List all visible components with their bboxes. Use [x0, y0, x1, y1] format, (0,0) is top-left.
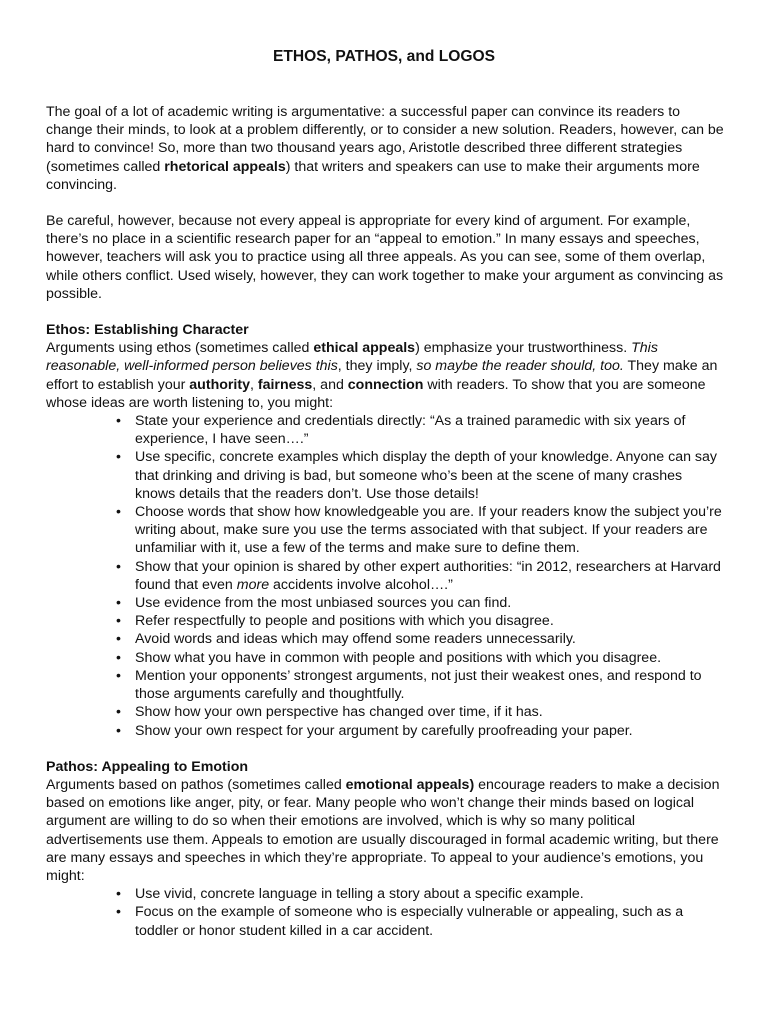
list-item: • Use vivid, concrete language in telling a story about a specific example.	[46, 885, 726, 903]
document-body	[46, 103, 726, 958]
list-item: • Show what you have in common with people and positions with which you disagree.	[46, 649, 726, 667]
list-item: • Mention your opponents’ strongest arguments, not just their weakest ones, and respond to those arguments carefully and thoughtfully.	[46, 667, 726, 703]
pathos-paragraph: Arguments based on pathos (sometimes called emotional appeals) encourage readers to make a decision based on emotions like anger, pity, or fear. Many people who won’t change their minds based on logical argument are willing to do so when their emotions are involved, which is why so many political advertisements use them. Appeals to emotion are usually discouraged in formal academic writing, but there are many essays and speeches in which they’re appropriate. To appeal to your audience’s emotions, you might:	[46, 776, 720, 884]
list-item: • Show your own respect for your argument by carefully proofreading your paper.	[46, 722, 726, 740]
list-item: • Show that your opinion is shared by other expert authorities: “in 2012, researchers at Harvard found that even more accidents involve alcohol….”	[46, 558, 726, 594]
pathos-section	[46, 758, 726, 940]
list-item: • Use evidence from the most unbiased sources you can find.	[46, 594, 726, 612]
list-item: • Refer respectfully to people and positions with which you disagree.	[46, 612, 726, 630]
intro-paragraph-1: The goal of a lot of academic writing is argumentative: a successful paper can convince its readers to change their minds, to look at a problem differently, or to consider a new solution. Readers, however, can be hard to convince! So, more than two thousand years ago, Aristotle described three different strategies (sometimes called rhetorical appeals) that writers and speakers can use to make their arguments more convincing.	[46, 104, 724, 193]
list-item: • Use specific, concrete examples which display the depth of your knowledge. Anyone can say that drinking and driving is bad, but someone who’s been at the scene of many crashes knows details that the readers don’t. Use those details!	[46, 448, 726, 503]
list-item: • Focus on the example of someone who is especially vulnerable or appealing, such as a toddler or honor student killed in a car accident.	[46, 903, 726, 939]
ethos-paragraph: Arguments using ethos (sometimes called ethical appeals) emphasize your trustworthiness. This reasonable, well-informed person believes this, they imply, so maybe the reader should, too. They make an effort to establish your authority, fairness, and connection with readers. To show that you are someone whose ideas are worth listening to, you might:	[46, 340, 718, 411]
list-item: • State your experience and credentials directly: “As a trained paramedic with six years of experience, I have seen….”	[46, 412, 726, 448]
document-title: ETHOS, PATHOS, and LOGOS	[272, 48, 496, 65]
intro-paragraph-2: Be careful, however, because not every appeal is appropriate for every kind of argument. For example, there’s no place in a scientific research paper for an “appeal to emotion.” In many essays and speeches, however, teachers will ask you to practice using all three appeals. As you can see, some of them overlap, while others conflict. Used wisely, however, they can work together to make your argument as convincing as possible.	[46, 213, 724, 302]
list-item: • Choose words that show how knowledgeable you are. If your readers know the subject you’re writing about, make sure you use the terms associated with that subject. If your readers are unfamiliar with it, use a few of the terms and make sure to define them.	[46, 503, 726, 558]
ethos-heading: Ethos: Establishing Character	[46, 322, 249, 339]
pathos-heading: Pathos: Appealing to Emotion	[46, 758, 249, 775]
pathos-list	[46, 885, 726, 940]
list-item: • Show how your own perspective has changed over time, if it has.	[46, 703, 726, 721]
ethos-section	[46, 321, 726, 740]
ethos-list	[46, 412, 726, 740]
list-item: • Avoid words and ideas which may offend some readers unnecessarily.	[46, 630, 726, 648]
